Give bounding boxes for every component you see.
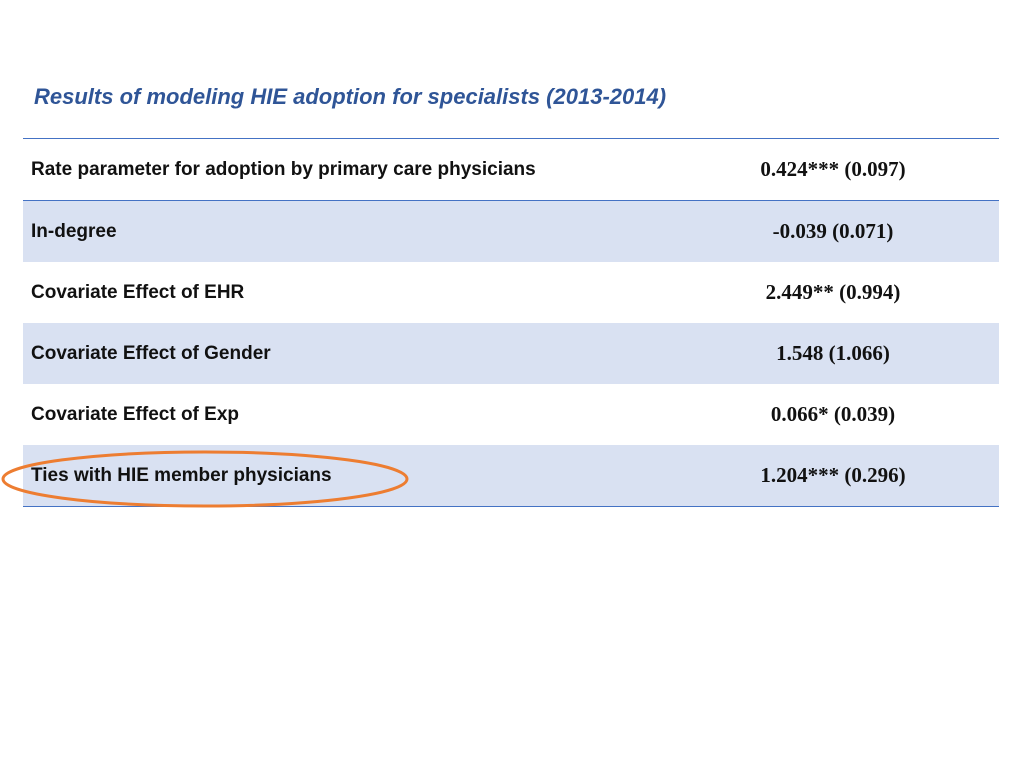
row-label: Covariate Effect of EHR	[31, 281, 245, 303]
table-row-highlighted	[23, 445, 999, 506]
row-label: Covariate Effect of Exp	[31, 403, 239, 425]
row-value: 2.449** (0.994)	[765, 280, 901, 304]
table-row	[23, 139, 999, 201]
row-label: In-degree	[31, 220, 117, 242]
row-label: Ties with HIE member physicians	[31, 464, 332, 486]
slide-title: Results of modeling HIE adoption for specialists (2013-2014)	[34, 84, 667, 109]
row-value: 1.548 (1.066)	[776, 341, 890, 365]
table-row	[23, 262, 999, 323]
row-value: 1.204*** (0.296)	[760, 463, 906, 487]
row-value: -0.039 (0.071)	[772, 219, 894, 243]
table-row	[23, 323, 999, 384]
row-label: Covariate Effect of Gender	[31, 342, 271, 364]
results-table	[23, 138, 999, 507]
row-label: Rate parameter for adoption by primary care physicians	[31, 158, 536, 180]
row-value: 0.066* (0.039)	[770, 402, 896, 426]
table-row	[23, 384, 999, 445]
row-value: 0.424*** (0.097)	[760, 157, 906, 181]
table-row	[23, 201, 999, 262]
